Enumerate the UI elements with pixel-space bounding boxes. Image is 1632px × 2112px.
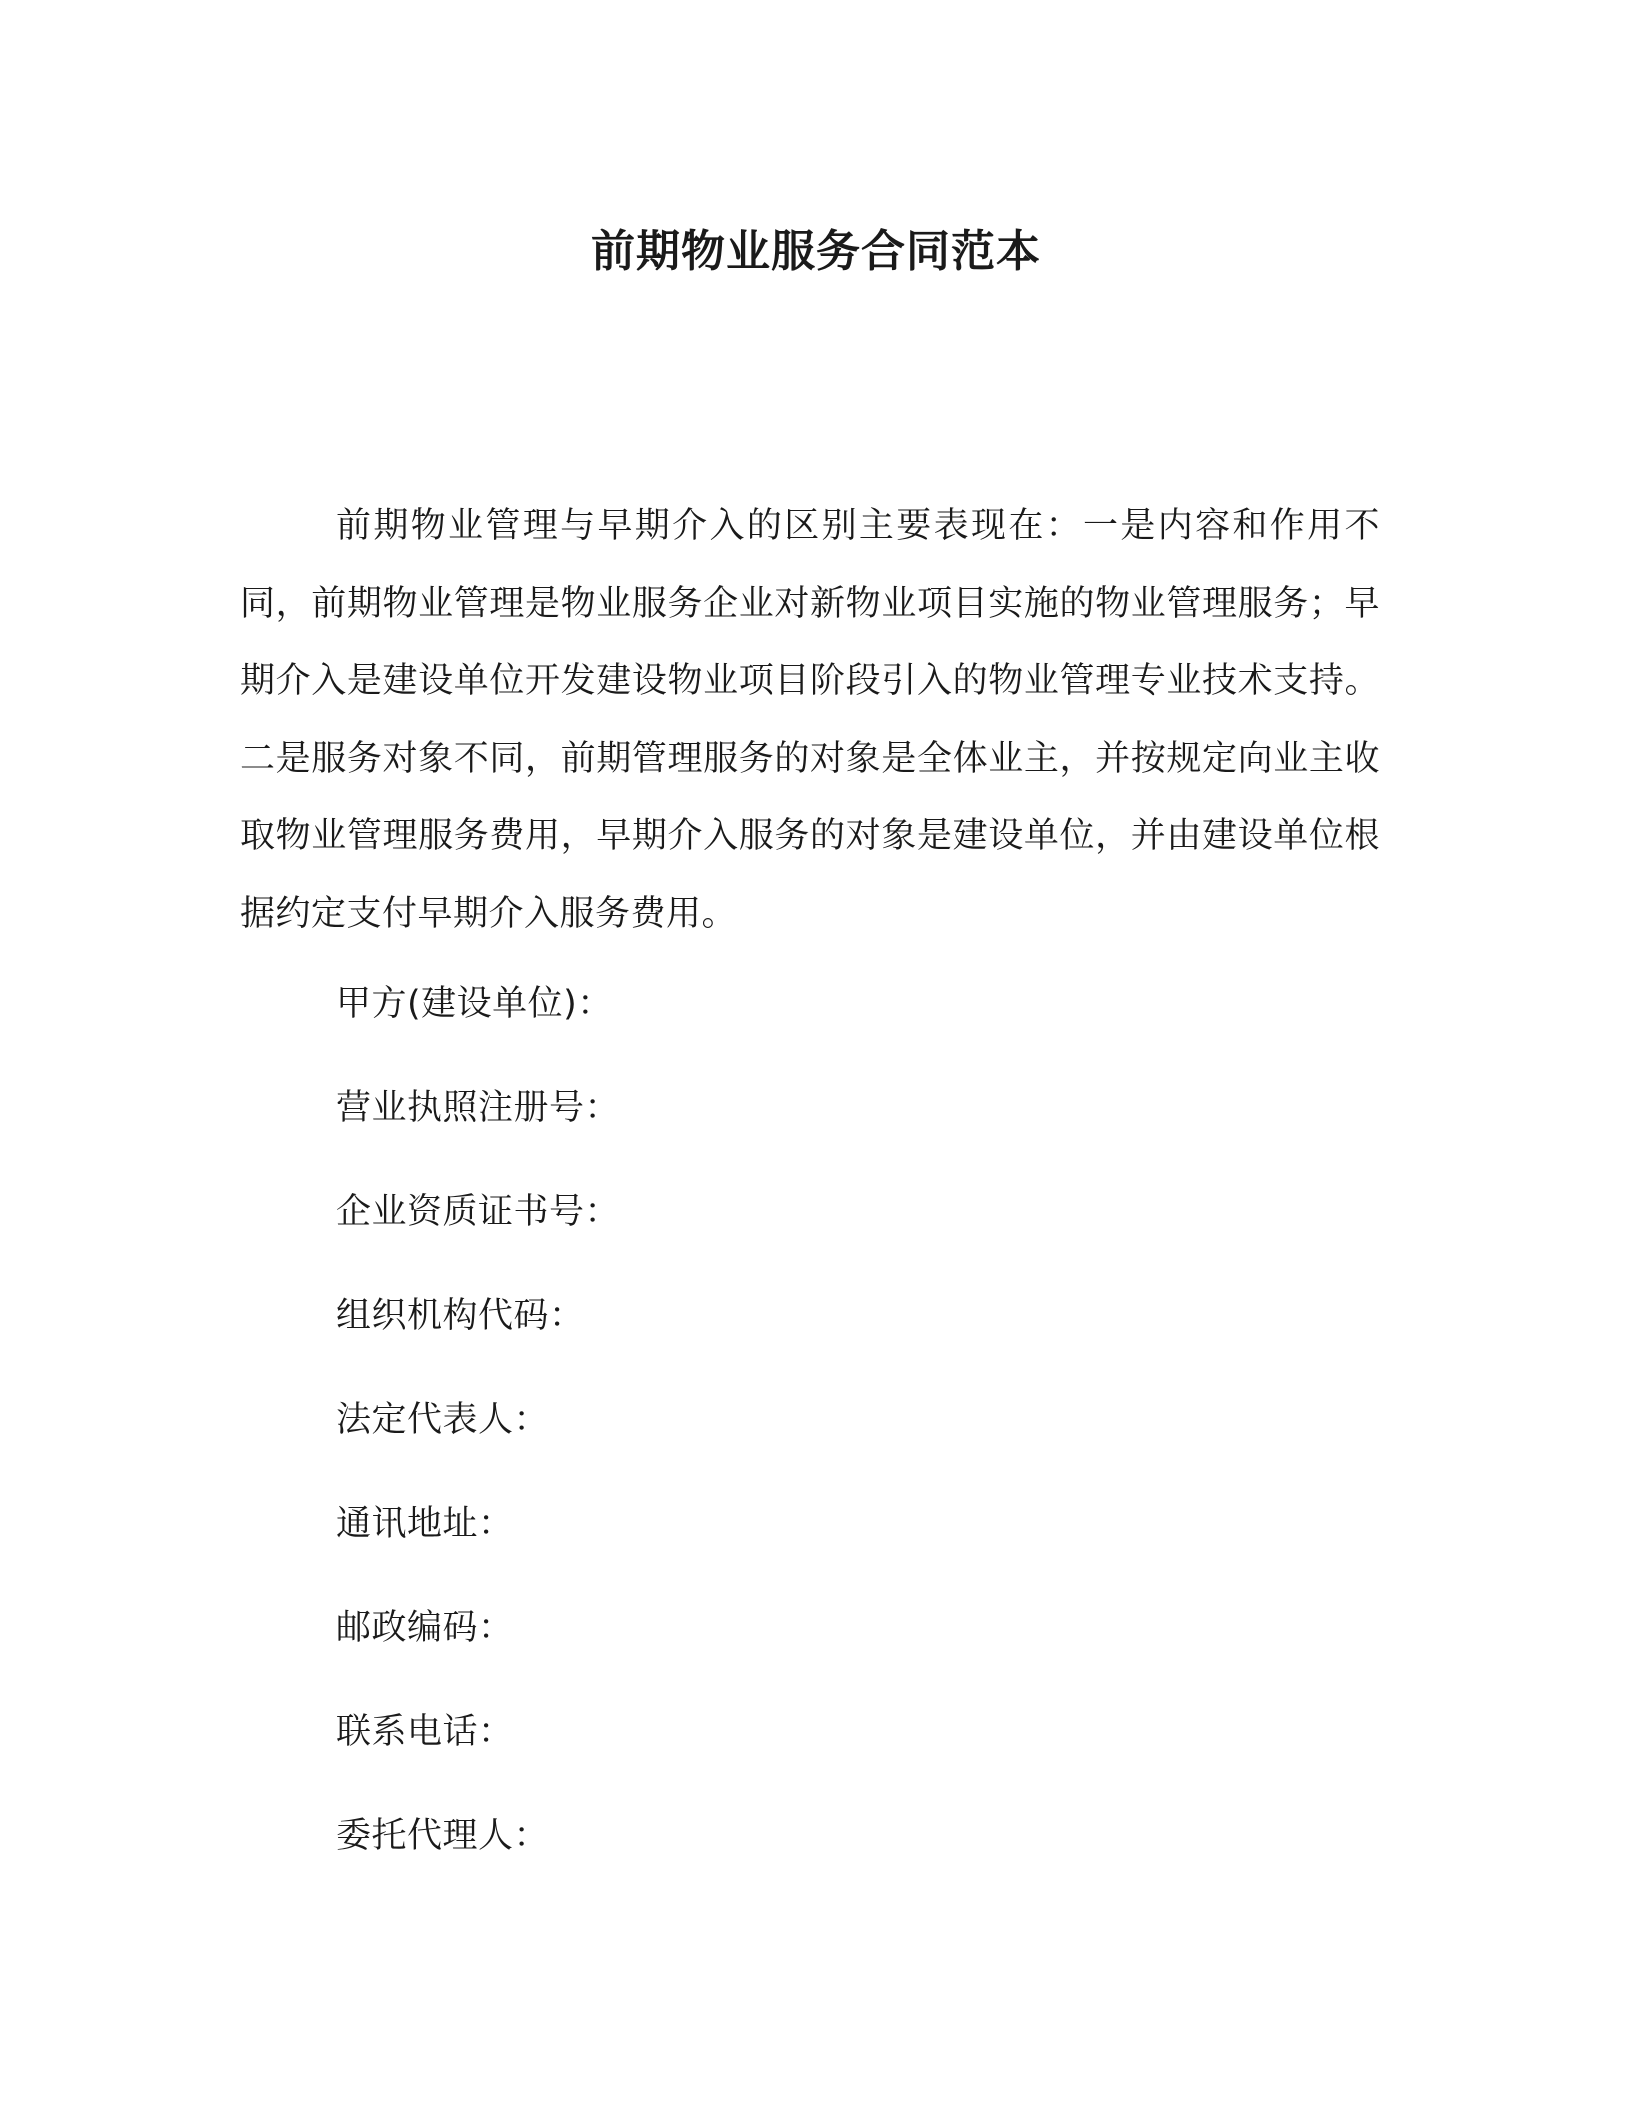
document-title: 前期物业服务合同范本 — [591, 226, 1041, 277]
field-organization-code: 组织机构代码： — [336, 1296, 585, 1336]
field-business-license-no: 营业执照注册号： — [336, 1088, 621, 1128]
field-postal-code: 邮政编码： — [336, 1608, 514, 1648]
field-party-a: 甲方(建设单位)： — [336, 984, 613, 1024]
field-qualification-cert-no: 企业资质证书号： — [336, 1192, 621, 1232]
field-mailing-address: 通讯地址： — [336, 1504, 514, 1544]
field-authorized-agent: 委托代理人： — [336, 1816, 550, 1856]
party-a-fields — [336, 976, 620, 1912]
field-legal-representative: 法定代表人： — [336, 1400, 550, 1440]
field-phone: 联系电话： — [336, 1712, 514, 1752]
intro-paragraph: 前期物业管理与早期介入的区别主要表现在：一是内容和作用不同，前期物业管理是物业服务企业对新物业项目实施的物业管理服务；早期介入是建设单位开发建设物业项目阶段引入的物业管理专业技术支持。二是服务对象不同，前期管理服务的对象是全体业主，并按规定向业主收取物业管理服务费用，早期介入服务的对象是建设单位，并由建设单位根据约定支付早期介入服务费用。 — [240, 506, 1380, 934]
